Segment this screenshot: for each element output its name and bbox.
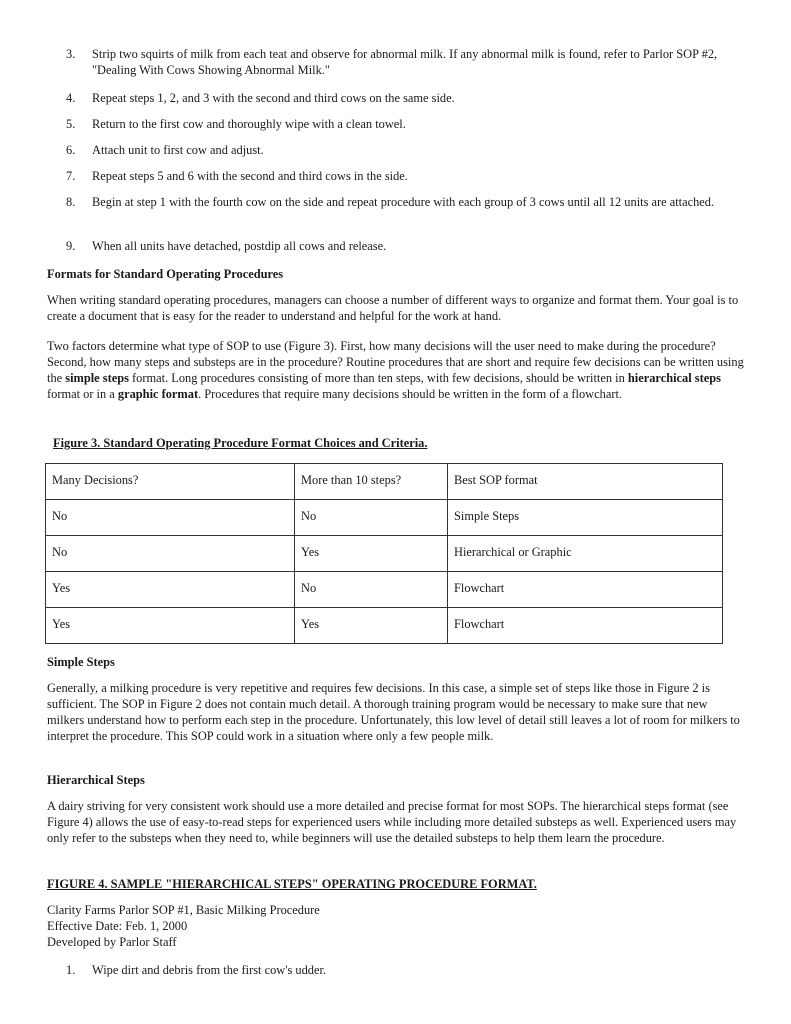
- table-cell: Yes: [46, 572, 295, 608]
- table-cell: Flowchart: [448, 608, 723, 644]
- step-text: Begin at step 1 with the fourth cow on the side and repeat procedure with each group of 3 cows until all 12 units are attached.: [92, 195, 715, 209]
- simple-steps-paragraph: Generally, a milking procedure is very repetitive and requires few decisions. In this case, a simple set of steps like those in Figure 2 is sufficient. The SOP in Figure 2 does not contain much detail. A thorough training program would be necessary to make sure that new milkers understand how to perform each step in the procedure. Unfortunately, this low level of detail still leaves a lot of room for milkers to interpret the procedure. This SOP could work in a situation where only a few people milk.: [47, 681, 740, 743]
- step-number: 6.: [66, 143, 76, 157]
- table-cell: Yes: [46, 608, 295, 644]
- sop-title-line: Clarity Farms Parlor SOP #1, Basic Milking Procedure: [47, 903, 320, 917]
- table-cell: Hierarchical or Graphic: [448, 536, 723, 572]
- table-header-cell: Best SOP format: [448, 464, 723, 500]
- step-number: 7.: [66, 169, 76, 183]
- table-cell: Flowchart: [448, 572, 723, 608]
- text-run: Two factors determine what type of SOP to use (Figure 3). First, how many decisions will the user need to make during the procedure? Second, how many steps and substeps are in the procedure? Routine procedures that are short and require few decisions can be written using the: [47, 339, 744, 385]
- list-item: [66, 962, 746, 978]
- list-item: [66, 168, 746, 194]
- figure-4-steps-list: [66, 962, 746, 978]
- table-row: [46, 608, 723, 644]
- table-cell: Yes: [295, 536, 448, 572]
- table-header-row: [46, 464, 723, 500]
- text-run: format. Long procedures consisting of more than ten steps, with few decisions, should be written in: [128, 371, 628, 385]
- section-heading-hierarchical-steps: Hierarchical Steps: [47, 773, 145, 787]
- table-row: [46, 572, 723, 608]
- sop-metadata-block: [47, 902, 320, 950]
- procedure-steps-list: [66, 46, 746, 258]
- formats-paragraph-1: When writing standard operating procedures, managers can choose a number of different ways to organize and format them. Your goal is to create a document that is easy for the reader to understand and helpful for the work at hand.: [47, 293, 739, 323]
- list-item: [66, 90, 746, 116]
- table-row: [46, 536, 723, 572]
- emphasis-hierarchical-steps: hierarchical steps: [627, 371, 721, 385]
- table-header-cell: More than 10 steps?: [295, 464, 448, 500]
- step-text: Attach unit to first cow and adjust.: [92, 143, 264, 157]
- hierarchical-steps-paragraph: A dairy striving for very consistent work should use a more detailed and precise format for most SOPs. The hierarchical steps format (see Figure 4) allows the use of easy-to-read steps for experienced users while including more detailed substeps as well. Experienced users may only refer to the substeps when they need to, while beginners will use the detailed substeps to help them learn the procedure.: [47, 799, 737, 845]
- effective-date-line: Effective Date: Feb. 1, 2000: [47, 919, 188, 933]
- table-header-cell: Many Decisions?: [46, 464, 295, 500]
- step-number: 1.: [66, 963, 76, 977]
- step-text: Repeat steps 5 and 6 with the second and third cows in the side.: [92, 169, 408, 183]
- table-row: [46, 500, 723, 536]
- list-item: [66, 194, 746, 238]
- table-cell: Yes: [295, 608, 448, 644]
- emphasis-simple-steps: simple steps: [65, 371, 129, 385]
- formats-paragraph-2: [47, 338, 747, 402]
- table-cell: No: [295, 572, 448, 608]
- table-cell: Simple Steps: [448, 500, 723, 536]
- sop-format-table: [45, 463, 723, 644]
- section-heading-formats: Formats for Standard Operating Procedures: [47, 267, 284, 281]
- step-text: Strip two squirts of milk from each teat and observe for abnormal milk. If any abnormal milk is found, refer to Parlor SOP #2, "Dealing With Cows Showing Abnormal Milk.": [92, 47, 718, 77]
- list-item: [66, 238, 746, 258]
- step-text: When all units have detached, postdip all cows and release.: [92, 239, 387, 253]
- section-heading-simple-steps: Simple Steps: [47, 655, 115, 669]
- step-number: 8.: [66, 195, 76, 209]
- emphasis-graphic-format: graphic format: [117, 387, 199, 401]
- figure-3-title: Figure 3. Standard Operating Procedure Format Choices and Criteria.: [53, 436, 428, 450]
- table-cell: No: [295, 500, 448, 536]
- step-text: Wipe dirt and debris from the first cow's udder.: [92, 963, 326, 977]
- step-text: Return to the first cow and thoroughly wipe with a clean towel.: [92, 117, 406, 131]
- step-number: 5.: [66, 117, 76, 131]
- developed-by-line: Developed by Parlor Staff: [47, 935, 177, 949]
- step-text: Repeat steps 1, 2, and 3 with the second and third cows on the same side.: [92, 91, 455, 105]
- step-number: 9.: [66, 239, 76, 253]
- step-number: 4.: [66, 91, 76, 105]
- list-item: [66, 116, 746, 142]
- text-run: format or in a: [47, 387, 118, 401]
- table-cell: No: [46, 536, 295, 572]
- list-item: [66, 46, 746, 90]
- text-run: . Procedures that require many decisions should be written in the form of a flowchart.: [198, 387, 622, 401]
- figure-4-title: FIGURE 4. SAMPLE "HIERARCHICAL STEPS" OPERATING PROCEDURE FORMAT.: [47, 877, 537, 891]
- list-item: [66, 142, 746, 168]
- table-cell: No: [46, 500, 295, 536]
- step-number: 3.: [66, 47, 76, 61]
